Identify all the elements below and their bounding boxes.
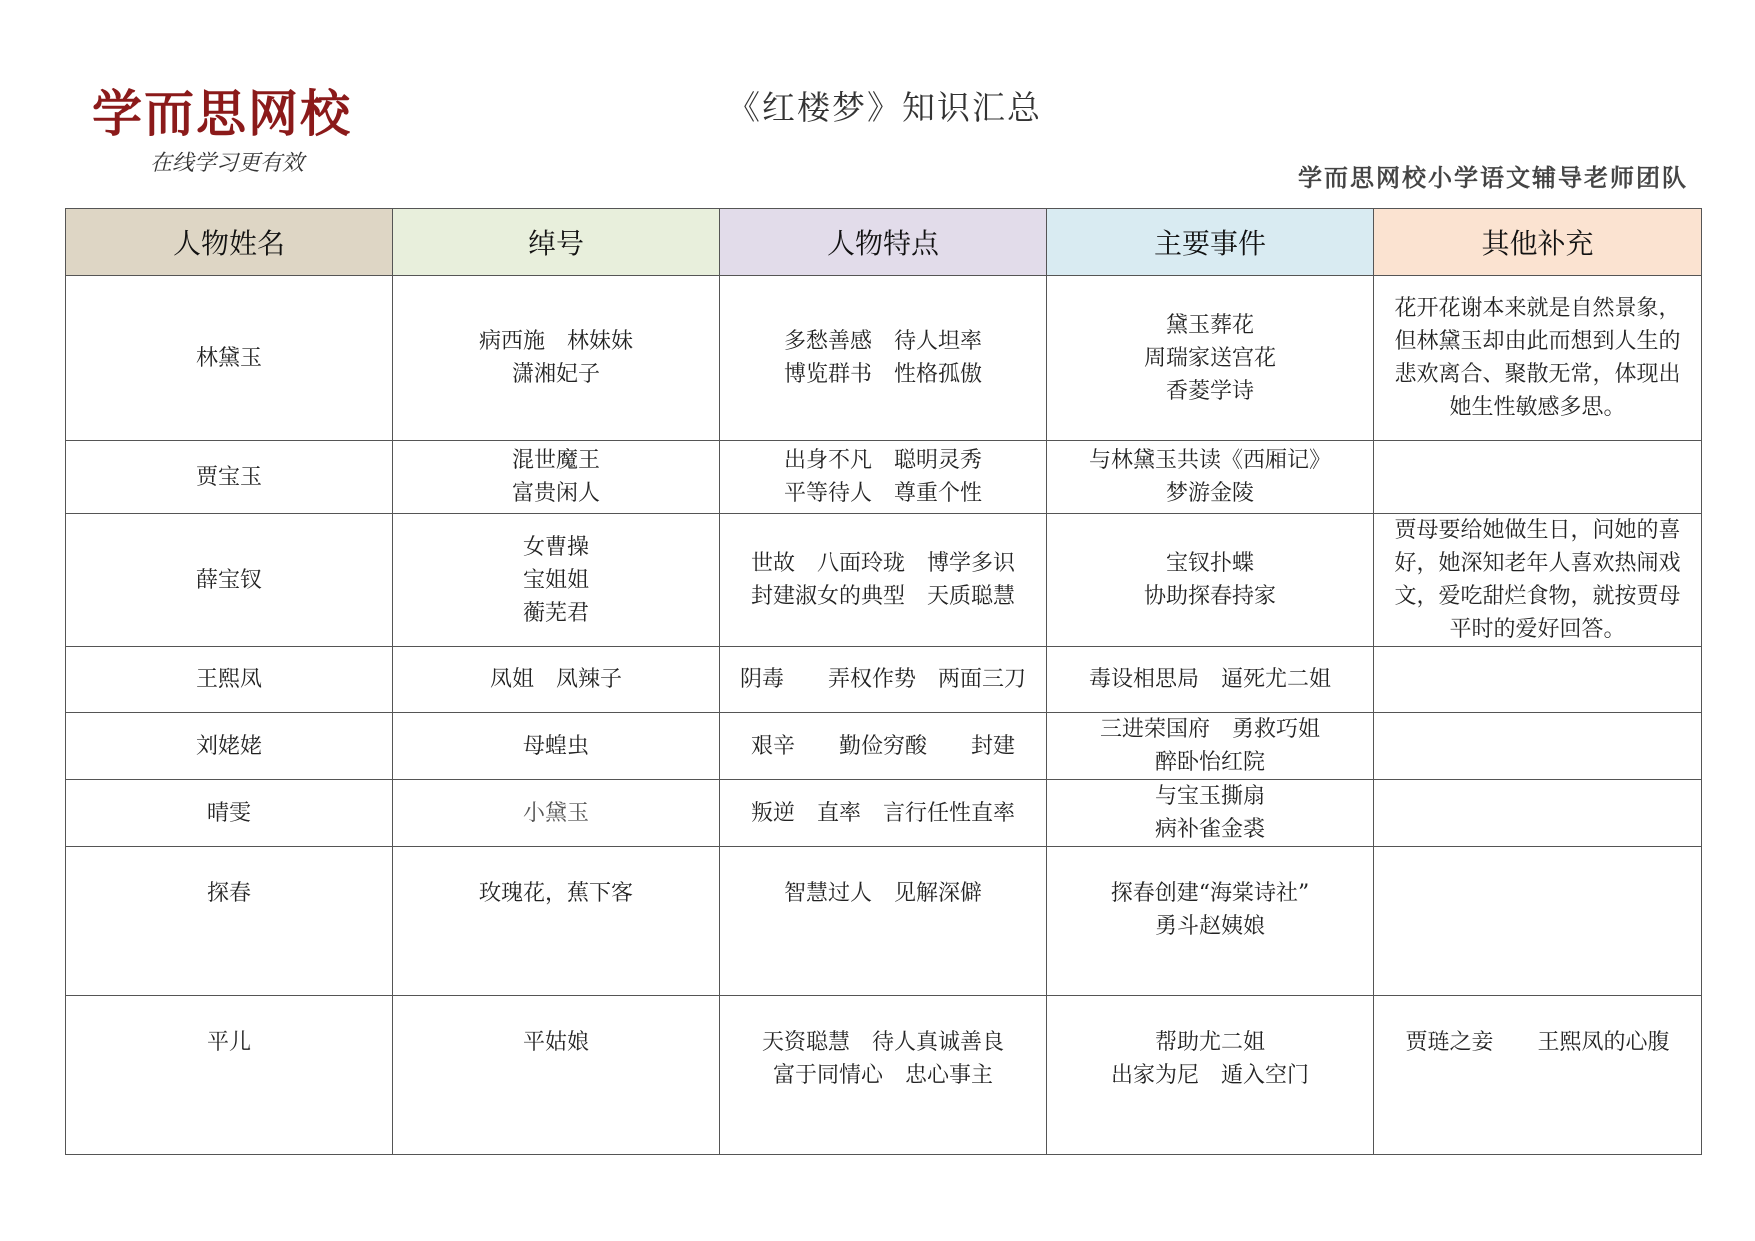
team-credit: 学而思网校小学语文辅导老师团队 xyxy=(1298,163,1688,192)
cell-nickname: 女曹操 宝姐姐 蘅芜君 xyxy=(393,514,720,647)
cell-nickname: 小黛玉 xyxy=(393,780,720,847)
cell-traits: 艰辛 勤俭穷酸 封建 xyxy=(720,713,1047,780)
cell-extra: 贾母要给她做生日，问她的喜好，她深知老年人喜欢热闹戏文，爱吃甜烂食物，就按贾母平时的爱好回答。 xyxy=(1374,514,1702,647)
cell-nickname: 病西施 林妹妹 潇湘妃子 xyxy=(393,276,720,441)
cell-name: 晴雯 xyxy=(66,780,393,847)
cell-traits: 世故 八面玲珑 博学多识 封建淑女的典型 天质聪慧 xyxy=(720,514,1047,647)
cell-nickname: 玫瑰花，蕉下客 xyxy=(393,847,720,996)
cell-name: 贾宝玉 xyxy=(66,441,393,514)
cell-nickname: 混世魔王 富贵闲人 xyxy=(393,441,720,514)
logo-slogan: 在线学习更有效 xyxy=(150,151,305,176)
header-extra: 其他补充 xyxy=(1374,209,1702,276)
cell-events: 黛玉葬花 周瑞家送宫花 香菱学诗 xyxy=(1047,276,1374,441)
cell-traits: 多愁善感 待人坦率 博览群书 性格孤傲 xyxy=(720,276,1047,441)
logo-brand: 学而思网校 xyxy=(92,85,352,143)
cell-traits: 阴毒 弄权作势 两面三刀 xyxy=(720,647,1047,713)
table-row xyxy=(66,441,1702,514)
cell-events: 探春创建“海棠诗社” 勇斗赵姨娘 xyxy=(1047,847,1374,996)
cell-traits: 智慧过人 见解深僻 xyxy=(720,847,1047,996)
cell-name: 林黛玉 xyxy=(66,276,393,441)
cell-name: 薛宝钗 xyxy=(66,514,393,647)
cell-name: 平儿 xyxy=(66,996,393,1155)
table-row xyxy=(66,996,1702,1155)
logo xyxy=(92,84,392,177)
cell-events: 帮助尤二姐 出家为尼 遁入空门 xyxy=(1047,996,1374,1155)
table-row xyxy=(66,514,1702,647)
cell-extra xyxy=(1374,847,1702,996)
cell-extra xyxy=(1374,713,1702,780)
header-traits: 人物特点 xyxy=(720,209,1047,276)
cell-nickname: 凤姐 凤辣子 xyxy=(393,647,720,713)
cell-name: 刘姥姥 xyxy=(66,713,393,780)
table-row xyxy=(66,780,1702,847)
cell-traits: 出身不凡 聪明灵秀 平等待人 尊重个性 xyxy=(720,441,1047,514)
table-row xyxy=(66,847,1702,996)
table-row xyxy=(66,276,1702,441)
header-name: 人物姓名 xyxy=(66,209,393,276)
table-row xyxy=(66,647,1702,713)
cell-events: 与宝玉撕扇 病补雀金裘 xyxy=(1047,780,1374,847)
cell-events: 宝钗扑蝶 协助探春持家 xyxy=(1047,514,1374,647)
cell-nickname: 平姑娘 xyxy=(393,996,720,1155)
header-events: 主要事件 xyxy=(1047,209,1374,276)
cell-extra: 贾琏之妾 王熙凤的心腹 xyxy=(1374,996,1702,1155)
cell-traits: 天资聪慧 待人真诚善良 富于同情心 忠心事主 xyxy=(720,996,1047,1155)
page-title: 《红楼梦》知识汇总 xyxy=(727,88,1042,127)
cell-extra xyxy=(1374,647,1702,713)
cell-events: 毒设相思局 逼死尤二姐 xyxy=(1047,647,1374,713)
cell-traits: 叛逆 直率 言行任性直率 xyxy=(720,780,1047,847)
knowledge-table xyxy=(65,208,1702,1155)
cell-events: 与林黛玉共读《西厢记》 梦游金陵 xyxy=(1047,441,1374,514)
cell-extra xyxy=(1374,780,1702,847)
cell-extra: 花开花谢本来就是自然景象，但林黛玉却由此而想到人生的悲欢离合、聚散无常，体现出她生性敏感多思。 xyxy=(1374,276,1702,441)
table-row xyxy=(66,713,1702,780)
cell-events: 三进荣国府 勇救巧姐 醉卧怡红院 xyxy=(1047,713,1374,780)
cell-name: 探春 xyxy=(66,847,393,996)
header-nickname: 绰号 xyxy=(393,209,720,276)
cell-nickname: 母蝗虫 xyxy=(393,713,720,780)
table-header-row xyxy=(66,209,1702,276)
cell-extra xyxy=(1374,441,1702,514)
cell-name: 王熙凤 xyxy=(66,647,393,713)
